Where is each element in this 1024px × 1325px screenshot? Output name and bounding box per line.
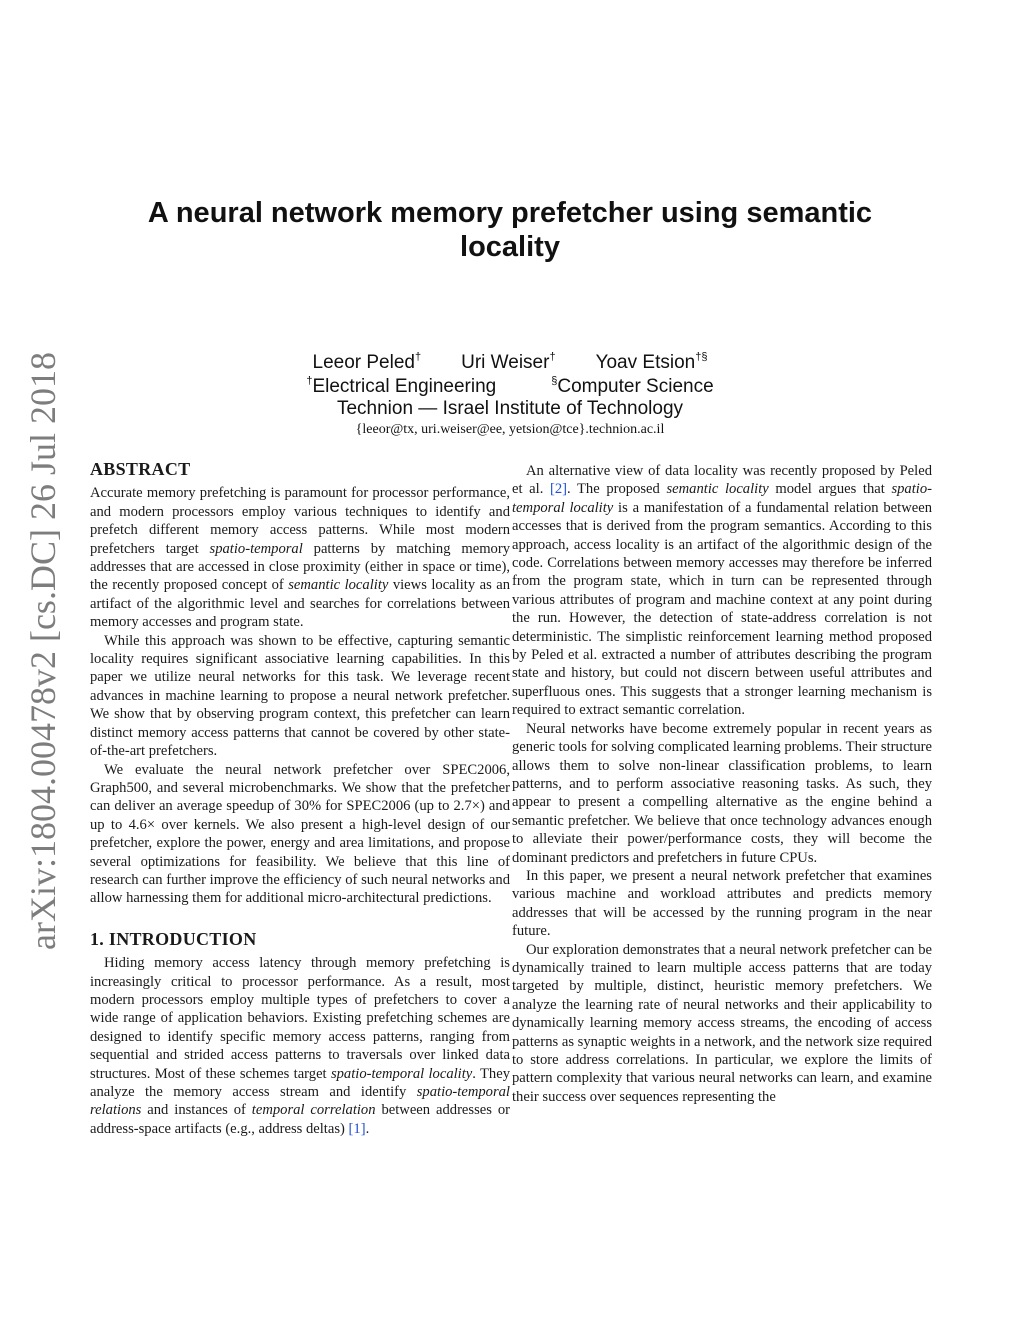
abstract-heading: ABSTRACT xyxy=(90,459,191,479)
affiliation-1: †Electrical Engineering xyxy=(306,375,497,397)
citation-link[interactable]: [2] xyxy=(549,481,567,498)
intro-paragraph-1: Hiding memory access latency through memory prefetching is increasingly critical to processor performance. As a result, most modern processors employ multiple types of prefetchers to cover a wide range of application behaviors. Existing prefetching schemes are designed to identify specific memory access patterns, ranging from sequential and strided access patterns to traversals over linked data structures. Most of these schemes target spatio-temporal locality. They analyze the memory access stream and identify spatio-temporal relations and instances of temporal correlation between addresses or address-space artifacts (e.g., address deltas) [1]. xyxy=(90,955,510,1137)
right-column xyxy=(512,462,932,1106)
author-2: Uri Weiser† xyxy=(461,351,556,373)
right-paragraph-1: An alternative view of data locality was recently proposed by Peled et al. [2]. The proposed semantic locality model argues that spatio-temporal locality is a manifestation of a fundamental relation between accesses that is derived from the program semantics. According to this approach, access locality is an artifact of the algorithmic design of the code. Correlations between memory accesses may therefore be inferred from the program state, which in turn can be represented through various attributes of program and machine context at any point during the run. However, the detection of state-address correlation is not deterministic. The simplistic reinforcement learning method proposed by Peled et al. extracted a number of attributes describing the program state and history, but could not discern between useful attributes and superfluous ones. This suggests that a stronger learning mechanism is required to extract semantic correlation. xyxy=(512,463,932,719)
right-paragraph-3: In this paper, we present a neural network prefetcher that examines various machine and workload attributes and predicts memory addresses that will be accessed by the running program in the near future. xyxy=(512,867,932,940)
paper-title: A neural network memory prefetcher using semantic locality xyxy=(147,197,873,263)
citation-link[interactable]: [1] xyxy=(348,1120,366,1137)
abstract-paragraph-2: While this approach was shown to be effective, capturing semantic locality requires significant associative learning capabilities. In this paper we utilize neural networks for this task. We leverage recent advances in machine learning to propose a neural network prefetcher. We show that by observing program context, this prefetcher can learn distinct memory access patterns that cannot be covered by other state-of-the-art prefetchers. xyxy=(90,632,510,760)
right-paragraph-2: Neural networks have become extremely popular in recent years as generic tools for solving complicated learning problems. Their structure allows them to solve non-linear classification problems, to learn patterns, and to perform associative reasoning tasks. As such, they appear to present a compelling alternative as the engine behind a semantic prefetcher. We believe that once technology advances enough to alleviate their power/performance costs, they will become the dominant predictors and prefetchers in future CPUs. xyxy=(512,720,932,866)
abstract-paragraph-1: Accurate memory prefetching is paramount for processor performance, and modern processors employ various techniques to identify and prefetch different memory access patterns. While most modern prefetchers target spatio-temporal patterns by matching memory addresses that are accessed in close proximity (either in space or time), the recently proposed concept of semantic locality views locality as an artifact of the algorithmic level and searches for correlations between memory accesses and program state. xyxy=(90,485,511,631)
author-block xyxy=(240,352,780,438)
author-3: Yoav Etsion†§ xyxy=(595,351,708,373)
author-emails: {leeor@tx, uri.weiser@ee, yetsion@tce}.technion.ac.il xyxy=(355,422,665,437)
affiliations xyxy=(240,376,780,398)
author-1: Leeor Peled† xyxy=(312,351,422,373)
affiliation-2: §Computer Science xyxy=(551,375,714,397)
author-names xyxy=(240,352,780,374)
left-column xyxy=(90,460,510,1138)
arxiv-identifier: arXiv:1804.00478v2 [cs.DC] 26 Jul 2018 xyxy=(23,352,63,950)
abstract-paragraph-3: We evaluate the neural network prefetcher over SPEC2006, Graph500, and several microbenchmarks. We show that the prefetcher can deliver an average speedup of 30% for SPEC2006 (up to 2.7×) and up to 4.6× over kernels. We also present a high-level design of our prefetcher, explore the power, energy and area limitations, and propose several optimizations for feasibility. We believe that this line of research can further improve the efficiency of such neural networks and allow harnessing them for additional micro-architectural predictions. xyxy=(90,761,510,907)
introduction-heading: 1. INTRODUCTION xyxy=(90,928,257,949)
right-paragraph-4: Our exploration demonstrates that a neural network prefetcher can be dynamically trained to learn multiple access patterns that are today targeted by multiple, distinct, heuristic memory prefetchers. We analyze the learning rate of neural networks and their applicability to dynamically learning memory access streams, the encoding of access patterns as synaptic weights in a network, and the network size required to store address correlations. In particular, we explore the limits of pattern complexity that various neural networks can learn, and examine their success over sequences representing the xyxy=(512,941,932,1105)
institution: Technion — Israel Institute of Technology xyxy=(336,398,684,419)
